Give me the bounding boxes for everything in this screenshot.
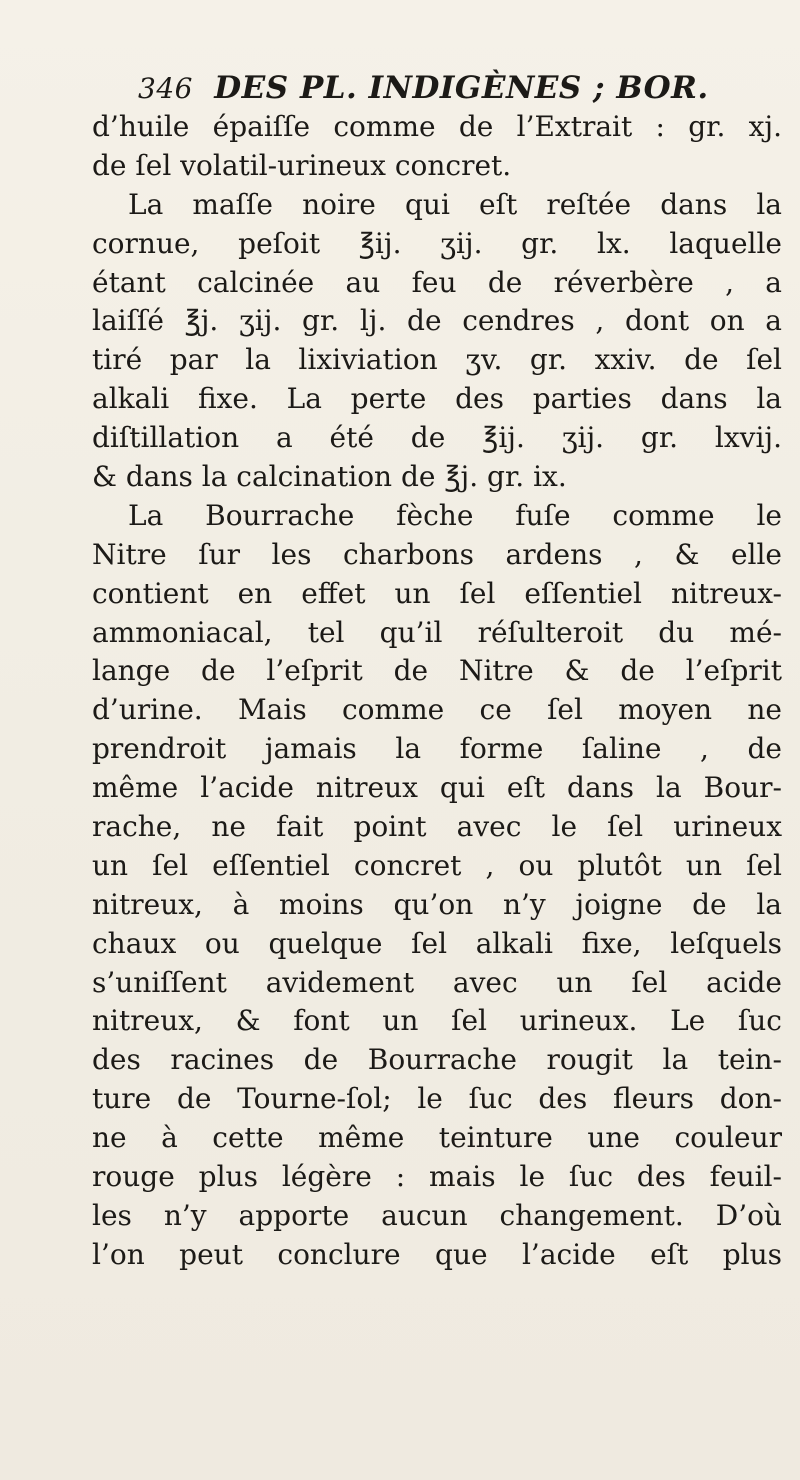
text-line: rouge plus légère : mais le ſuc des feuil- xyxy=(92,1160,782,1194)
text-line: l’on peut conclure que l’acide eſt plus xyxy=(92,1237,782,1271)
text-line: diſtillation a été de ℥ij. ʒij. gr. lxvij. xyxy=(92,421,782,455)
text-line: lange de l’eſprit de Nitre & de l’eſprit xyxy=(92,654,782,688)
text-line: ne à cette même teinture une couleur xyxy=(92,1121,782,1155)
text-line: nitreux, & font un ſel urineux. Le ſuc xyxy=(92,1004,782,1038)
text-line: La maſſe noire qui eſt reſtée dans la xyxy=(128,187,782,221)
text-line: nitreux, à moins qu’on n’y joigne de la xyxy=(92,887,782,921)
text-line: tiré par la lixiviation ʒv. gr. xxiv. de ſel xyxy=(92,343,782,377)
page-number: 346 xyxy=(138,72,193,105)
text-line: d’urine. Mais comme ce ſel moyen ne xyxy=(92,693,782,727)
text-line: & dans la calcination de ℥j. gr. ix. xyxy=(92,460,567,494)
text-line: rache, ne fait point avec le ſel urineux xyxy=(92,810,782,844)
text-line: La Bourrache fèche fuſe comme le xyxy=(128,498,782,532)
text-line: Nitre ſur les charbons ardens , & elle xyxy=(92,537,782,571)
text-line: laiſſé ℥j. ʒij. gr. lj. de cendres , dont on a xyxy=(92,304,782,338)
text-line: même l’acide nitreux qui eſt dans la Bour- xyxy=(92,771,782,805)
body-text xyxy=(92,108,782,1275)
text-line: d’huile épaiſſe comme de l’Extrait : gr. xj. xyxy=(92,110,782,143)
text-line: ammoniacal, tel qu’il réſulteroit du mé- xyxy=(92,615,782,649)
text-line: étant calcinée au feu de réverbère , a xyxy=(92,265,782,299)
text-line: cornue, peſoit ℥ij. ʒij. gr. lx. laquelle xyxy=(92,226,782,260)
text-line: les n’y apporte aucun changement. D’où xyxy=(92,1198,782,1232)
text-line: un ſel eſſentiel concret , ou plutôt un ſel xyxy=(92,848,782,882)
text-line: prendroit jamais la forme ſaline , de xyxy=(92,732,782,766)
text-line: chaux ou quelque ſel alkali fixe, leſquels xyxy=(92,926,782,960)
text-line: des racines de Bourrache rougit la tein- xyxy=(92,1043,782,1077)
text-line: de ſel volatil-urineux concret. xyxy=(92,148,512,182)
text-line: ture de Tourne-ſol; le ſuc des fleurs don- xyxy=(92,1082,782,1116)
running-title: DES PL. INDIGÈNES ; BOR. xyxy=(214,70,709,106)
text-line: s’uniſſent avidement avec un ſel acide xyxy=(92,965,782,999)
text-line: contient en effet un ſel eſſentiel nitreux- xyxy=(92,576,782,610)
running-head xyxy=(138,68,778,109)
text-line: alkali fixe. La perte des parties dans la xyxy=(92,382,782,416)
